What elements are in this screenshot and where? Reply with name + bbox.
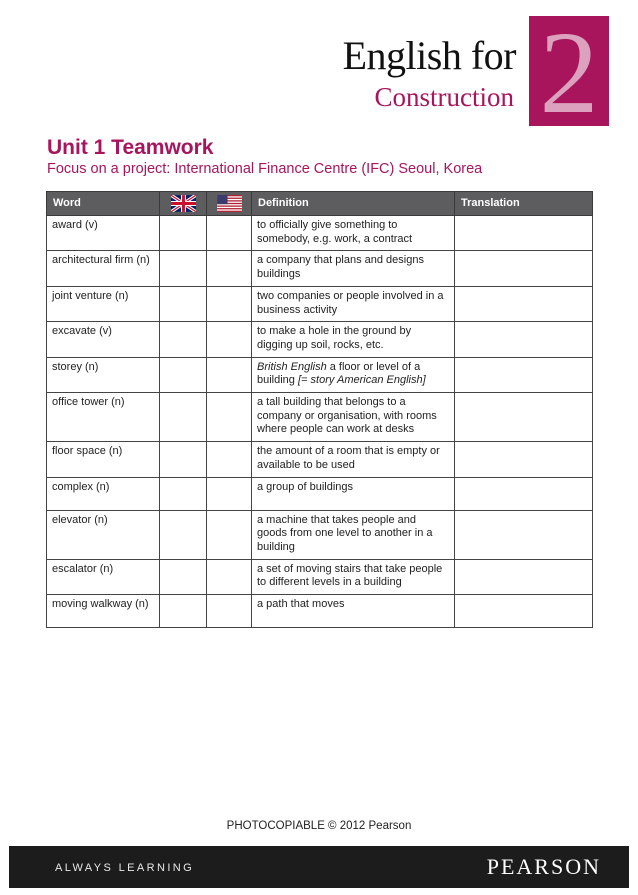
translation-cell[interactable]: [455, 393, 593, 442]
copyright-notice: PHOTOCOPIABLE © 2012 Pearson: [226, 820, 412, 832]
definition-cell: a company that plans and designs buildings: [252, 251, 455, 286]
table-row: [47, 216, 593, 251]
publisher-logo: PEARSON: [486, 854, 601, 879]
us-entry-cell[interactable]: [207, 510, 252, 559]
level-number: 2: [539, 16, 599, 126]
definition-variety-label: British English: [257, 360, 327, 373]
footer-bar: [9, 846, 629, 888]
word-cell: office tower (n): [47, 393, 160, 442]
uk-entry-cell[interactable]: [160, 442, 207, 477]
us-entry-cell[interactable]: [207, 216, 252, 251]
translation-cell[interactable]: [455, 216, 593, 251]
table-row: [47, 442, 593, 477]
table-header-row: [47, 192, 593, 216]
word-cell: storey (n): [47, 357, 160, 392]
definition-cell: a machine that takes people and goods from one level to another in a building: [252, 510, 455, 559]
word-cell: excavate (v): [47, 322, 160, 357]
table-row: [47, 559, 593, 594]
uk-entry-cell[interactable]: [160, 322, 207, 357]
translation-cell[interactable]: [455, 510, 593, 559]
us-flag-icon: [217, 195, 242, 212]
translation-cell[interactable]: [455, 286, 593, 321]
uk-entry-cell[interactable]: [160, 251, 207, 286]
us-entry-cell[interactable]: [207, 595, 252, 628]
column-header-uk: [160, 192, 207, 216]
us-entry-cell[interactable]: [207, 477, 252, 510]
uk-entry-cell[interactable]: [160, 357, 207, 392]
level-badge: [529, 16, 609, 126]
us-entry-cell[interactable]: [207, 322, 252, 357]
uk-entry-cell[interactable]: [160, 286, 207, 321]
translation-cell[interactable]: [455, 442, 593, 477]
uk-entry-cell[interactable]: [160, 510, 207, 559]
table-row: [47, 251, 593, 286]
uk-entry-cell[interactable]: [160, 393, 207, 442]
table-row: [47, 322, 593, 357]
uk-flag-icon: [171, 195, 196, 212]
translation-cell[interactable]: [455, 322, 593, 357]
book-subtitle: Construction: [374, 82, 514, 112]
table-row: [47, 510, 593, 559]
us-entry-cell[interactable]: [207, 442, 252, 477]
word-cell: architectural firm (n): [47, 251, 160, 286]
definition-variant-note: [= story American English]: [297, 374, 426, 387]
table-row: [47, 595, 593, 628]
table-row: [47, 286, 593, 321]
us-entry-cell[interactable]: [207, 559, 252, 594]
definition-text: a floor or level of a building: [257, 360, 421, 387]
definition-cell: [252, 357, 455, 392]
unit-title: Unit 1 Teamwork: [47, 136, 214, 159]
word-cell: moving walkway (n): [47, 595, 160, 628]
word-cell: floor space (n): [47, 442, 160, 477]
unit-subtitle: Focus on a project: International Finance Centre (IFC) Seoul, Korea: [47, 161, 483, 177]
definition-cell: two companies or people involved in a business activity: [252, 286, 455, 321]
word-cell: escalator (n): [47, 559, 160, 594]
column-header-translation: Translation: [455, 192, 593, 216]
uk-entry-cell[interactable]: [160, 595, 207, 628]
book-title: English for: [342, 33, 516, 78]
definition-cell: a group of buildings: [252, 477, 455, 510]
translation-cell[interactable]: [455, 559, 593, 594]
definition-cell: a set of moving stairs that take people to different levels in a building: [252, 559, 455, 594]
uk-entry-cell[interactable]: [160, 477, 207, 510]
translation-cell[interactable]: [455, 595, 593, 628]
definition-cell: a tall building that belongs to a company or organisation, with rooms where people can work at desks: [252, 393, 455, 442]
us-entry-cell[interactable]: [207, 251, 252, 286]
table-row: [47, 477, 593, 510]
definition-cell: a path that moves: [252, 595, 455, 628]
us-entry-cell[interactable]: [207, 393, 252, 442]
us-entry-cell[interactable]: [207, 357, 252, 392]
word-cell: complex (n): [47, 477, 160, 510]
word-cell: joint venture (n): [47, 286, 160, 321]
vocabulary-table: [46, 191, 593, 628]
footer-tagline: ALWAYS LEARNING: [55, 862, 195, 874]
definition-cell: the amount of a room that is empty or available to be used: [252, 442, 455, 477]
column-header-definition: Definition: [252, 192, 455, 216]
translation-cell[interactable]: [455, 251, 593, 286]
uk-entry-cell[interactable]: [160, 559, 207, 594]
word-cell: award (v): [47, 216, 160, 251]
column-header-us: [207, 192, 252, 216]
translation-cell[interactable]: [455, 477, 593, 510]
table-row: [47, 393, 593, 442]
definition-cell: to make a hole in the ground by digging up soil, rocks, etc.: [252, 322, 455, 357]
uk-entry-cell[interactable]: [160, 216, 207, 251]
us-entry-cell[interactable]: [207, 286, 252, 321]
column-header-word: Word: [47, 192, 160, 216]
definition-cell: to officially give something to somebody, e.g. work, a contract: [252, 216, 455, 251]
word-cell: elevator (n): [47, 510, 160, 559]
table-row: [47, 357, 593, 392]
translation-cell[interactable]: [455, 357, 593, 392]
